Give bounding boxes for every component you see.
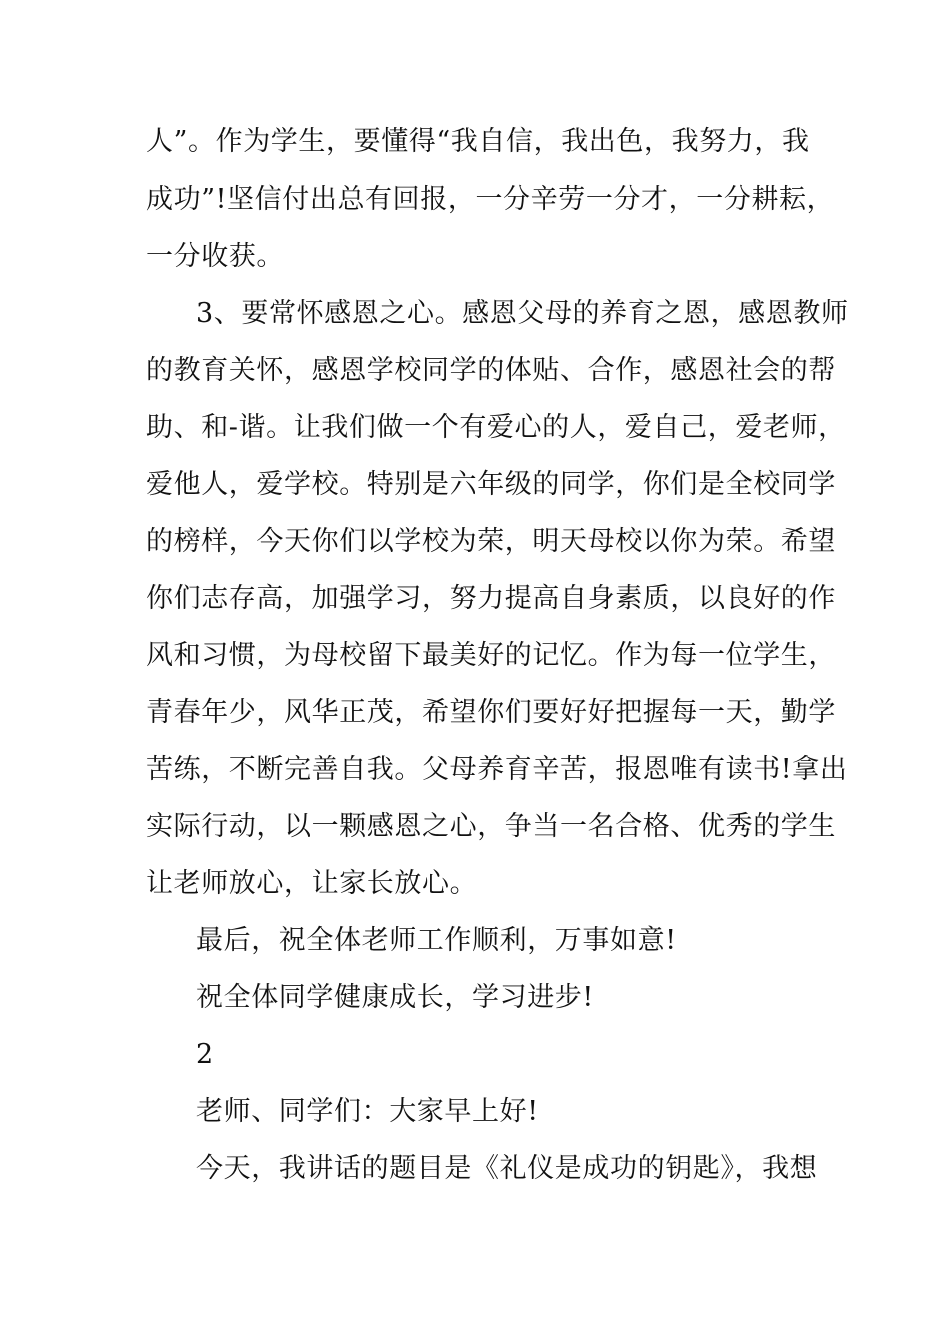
text-line: 实际行动，以一颗感恩之心，争当一名合格、优秀的学生 [146,811,836,842]
text-line: 今天，我讲话的题目是《礼仪是成功的钥匙》，我想 [196,1153,818,1184]
text-line: 苦练，不断完善自我。父母养育辛苦，报恩唯有读书!拿出 [146,754,848,785]
text-line: 风和习惯，为母校留下最美好的记忆。作为每一位学生， [146,640,836,671]
text-line: 爱他人，爱学校。特别是六年级的同学，你们是全校同学 [146,469,836,500]
text-line: 成功”!坚信付出总有回报，一分辛劳一分才，一分耕耘， [146,184,835,215]
text-line: 你们志存高，加强学习，努力提高自身素质，以良好的作 [146,583,836,614]
text-line: 3、要常怀感恩之心。感恩父母的养育之恩，感恩教师 [196,298,849,329]
text-line: 让老师放心，让家长放心。 [146,868,478,899]
text-line: 的榜样，今天你们以学校为荣，明天母校以你为荣。希望 [146,526,836,557]
text-line: 人”。作为学生，要懂得“我自信，我出色，我努力，我 [146,126,810,157]
text-line: 老师、同学们：大家早上好! [196,1096,539,1127]
section-number: 2 [196,1039,214,1070]
text-line: 祝全体同学健康成长，学习进步! [196,982,594,1013]
text-line: 青春年少，风华正茂，希望你们要好好把握每一天，勤学 [146,697,836,728]
text-line: 的教育关怀，感恩学校同学的体贴、合作，感恩社会的帮 [146,355,836,386]
text-line: 助、和-谐。让我们做一个有爱心的人，爱自己，爱老师， [146,412,846,443]
text-line: 一分收获。 [146,241,284,272]
text-line: 最后，祝全体老师工作顺利，万事如意! [196,925,677,956]
